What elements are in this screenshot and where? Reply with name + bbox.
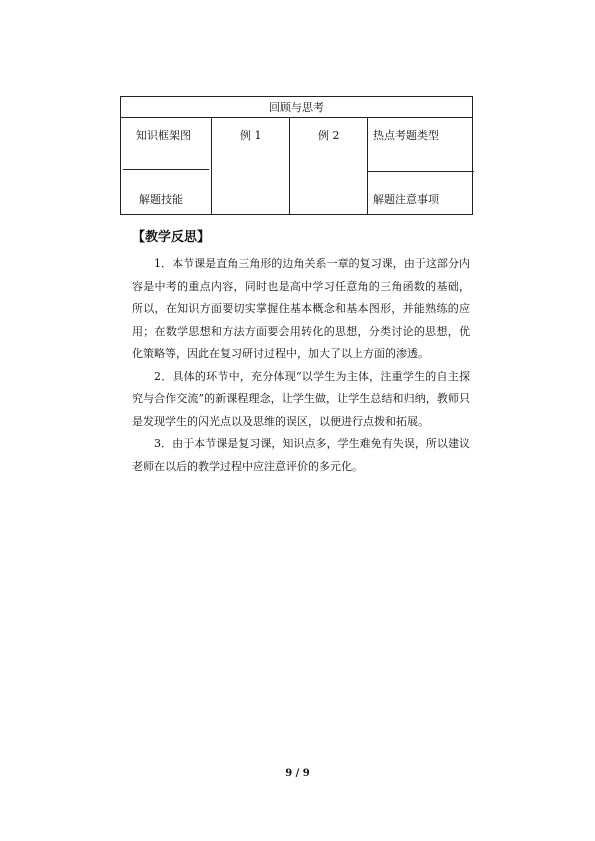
reflection-body xyxy=(132,253,470,478)
reflection-paragraph: 3．由于本节课是复习课，知识点多，学生难免有失误，所以建议老师在以后的教学过程中应注意评价的多元化。 xyxy=(132,437,470,473)
review-table xyxy=(120,96,473,215)
cell-knowledge-framework: 知识框架图 xyxy=(136,129,191,142)
table-divider xyxy=(367,118,368,214)
reflection-paragraph: 2．具体的环节中，充分体现“以学生为主体，注重学生的自主探究与合作交流”的新课程理念，让学生做，让学生总结和归纳，教师只是发现学生的闪光点以及思维的误区，以便进行点拨和拓展。 xyxy=(132,369,470,428)
table-divider xyxy=(211,118,212,214)
cell-hot-topic-types: 热点考题类型 xyxy=(373,129,439,142)
table-divider xyxy=(289,118,290,214)
review-table-header: 回顾与思考 xyxy=(121,97,472,118)
table-divider xyxy=(123,169,209,170)
cell-example-1: 例 1 xyxy=(240,129,262,142)
cell-example-2: 例 2 xyxy=(318,129,340,142)
reflection-paragraph: 1．本节课是直角三角形的边角关系一章的复习课，由于这部分内容是中考的重点内容，同时也是高中学习任意角的三角函数的基础，所以，在知识方面要切实掌握住基本概念和基本图形，并能熟练的应用；在数学思想和方法方面要会用转化的思想，分类讨论的思想，优化策略等，因此在复习研讨过程中，加大了以上方面的渗透。 xyxy=(132,257,470,360)
page-number: 9 / 9 xyxy=(285,768,310,779)
cell-solving-notes: 解题注意事项 xyxy=(373,193,439,206)
reflection-heading: 【教学反思】 xyxy=(132,230,211,245)
table-divider xyxy=(367,171,474,172)
cell-problem-solving-skills: 解题技能 xyxy=(139,193,183,206)
